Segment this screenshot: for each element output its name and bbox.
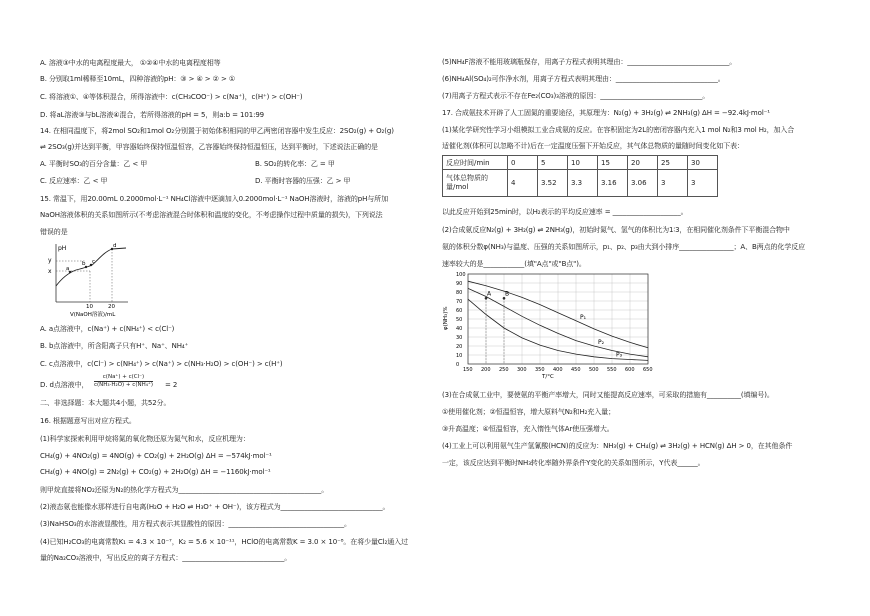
nh3-xtick-label: 200 [481, 367, 491, 373]
nh3-ytick-label: 0 [456, 362, 460, 368]
q17-4-line1: (4)工业上可以利用氨气生产氢氰酸(HCN)的反应为：NH₃(g) + CH₄(g) ⇌ 3H₂(g) + HCN(g) ΔH > 0，在其他条件 [442, 442, 793, 450]
nh3-ytick-label: 80 [456, 290, 463, 296]
q14-option-d: D. 平衡时容器的压强：乙 > 甲 [255, 177, 351, 185]
table-cell: 0 [508, 156, 538, 170]
q16-1-answer: 则甲烷直接将NO₂还原为N₂的热化学方程式为__________________________________________。 [40, 486, 329, 494]
table-cell: 3 [688, 170, 718, 197]
q13-option-a: A. 溶液③中水的电离程度最大， ①②④中水的电离程度相等 [40, 59, 221, 67]
q16-6: (6)NH₄Al(SO₄)₂可作净水剂，用离子方程式表明其理由：______________________________。 [442, 75, 725, 83]
table-cell: 3.52 [538, 170, 568, 197]
q16-7: (7)用离子方程式表示不存在Fe₂(CO₃)₃溶液的原因：______________________________。 [442, 92, 710, 100]
nh3-xtick-label: 350 [535, 367, 545, 373]
q16-1-eq1: CH₄(g) + 4NO₂(g) = 4NO(g) + CO₂(g) + 2H₂O(g) ΔH = −574kJ·mol⁻¹ [40, 452, 272, 460]
nh3-chart-ylabel: φ(NH₃)% [443, 306, 449, 330]
table-cell: 25 [658, 156, 688, 170]
q17-stem: 17. 合成氨技术开辟了人工固氮的重要途径，其原理为：N₂(g) + 3H₂(g) ⇌ 2NH₃(g) ΔH = −92.4kJ·mol⁻¹ [442, 109, 770, 117]
table-cell: 5 [538, 156, 568, 170]
fraction-denominator: c(NH₃·H₂O) + c(NH₄⁺) [94, 382, 153, 388]
q17-3-options-2: ③升高温度；④恒温恒容，充入惰性气体Ar使压强增大。 [442, 425, 614, 433]
q17-1-line1: (1)某化学研究性学习小组模拟工业合成氨的反应。在容积固定为2L的密闭容器内充入1 mol N₂和3 mol H₂，加入合 [442, 126, 795, 134]
nh3-ytick-label: 90 [456, 281, 463, 287]
q17-3-options-1: ①使用催化剂；②恒温恒容，增大原料气N₂和H₂充入量； [442, 408, 615, 416]
q17-2-line2: 氨的体积分数φ(NH₃)与温度、压强的关系如图所示，p₁、p₂、p₃由大到小排序________________；A、B两点的化学反应 [442, 243, 806, 251]
q13-option-d: D. 将aL溶液③与bL溶液④混合，若所得溶液的pH = 5，则a:b = 101:99 [40, 111, 265, 119]
ph-xtick-20: 20 [108, 304, 115, 310]
ph-chart-xlabel: V(NaOH溶液)/mL [70, 312, 116, 318]
q17-data-table [442, 155, 718, 197]
table-cell: 20 [628, 156, 658, 170]
q17-1-line2: 适催化剂(体积可以忽略不计)后在一定温度压强下开始反应，其气体总物质的量随时间变化如下表： [442, 142, 744, 150]
q17-2-line3: 速率较大的是____________(填"A点"或"B点")。 [442, 260, 586, 268]
nh3-ytick-label: 10 [456, 353, 463, 359]
table-cell: 3.3 [568, 170, 598, 197]
nh3-axes [456, 272, 653, 373]
nh3-xtick-label: 450 [571, 367, 581, 373]
nh3-series-label: P₃ [616, 351, 623, 359]
nh3-ytick-label: 20 [456, 344, 463, 350]
table-cell: 30 [688, 156, 718, 170]
ph-chart-ylabel: pH [58, 245, 67, 252]
q16-1-stem: (1)科学家探索利用甲烷将氮的氧化物还原为氮气和水，反应机理为： [40, 435, 250, 443]
q16-3: (3)NaHSO₃的水溶液显酸性，用方程式表示其显酸性的原因：__________________________________。 [40, 520, 351, 528]
q16-1-eq2: CH₄(g) + 4NO(g) = 2N₂(g) + CO₂(g) + 2H₂O(g) ΔH = −1160kJ·mol⁻¹ [40, 468, 271, 476]
table-cell: 3.16 [598, 170, 628, 197]
nh3-xtick-label: 250 [499, 367, 509, 373]
nh3-xtick-label: 150 [463, 367, 473, 373]
ph-label-c: c [92, 259, 96, 265]
q14-stem-2: ⇌ 2SO₃(g)并达到平衡，甲容器始终保持恒温恒容，乙容器始终保持恒温恒压，达到平衡时，下述说法正确的是 [40, 143, 378, 151]
nh3-xtick-label: 600 [625, 367, 635, 373]
nh3-xtick-label: 500 [589, 367, 599, 373]
fraction-numerator: c(Na⁺) + c(Cl⁻) [94, 374, 153, 382]
table-cell: 15 [598, 156, 628, 170]
table-header-time: 反应时间/min [443, 156, 508, 170]
q15-fraction [94, 374, 153, 389]
q15-option-d: D. d点溶液中， [40, 381, 89, 389]
table-cell: 4 [508, 170, 538, 197]
nh3-temperature-chart [442, 270, 662, 380]
q13-option-c: C. 将溶液①、④等体积混合，所得溶液中：c(CH₃COO⁻) > c(Na⁺)，c(H⁺) > c(OH⁻) [40, 93, 303, 101]
nh3-chart-xlabel: T/°C [542, 374, 554, 380]
q16-4-line1: (4)已知H₂CO₃的电离常数K₁ = 4.3 × 10⁻⁷，K₂ = 5.6 × 10⁻¹¹，HClO的电离常数K = 3.0 × 10⁻⁸。在将少量Cl₂通入过 [40, 538, 408, 546]
q17-2-line1: (2)合成氨反应N₂(g) + 3H₂(g) ⇌ 2NH₃(g)，初始时氮气、氢气的体积比为1∶3，在相同催化剂条件下平衡混合物中 [442, 226, 790, 234]
q16-stem: 16. 根据题意写出对应方程式。 [40, 417, 136, 425]
table-cell: 10 [568, 156, 598, 170]
nh3-point-label: B [505, 290, 510, 298]
nh3-ytick-label: 60 [456, 308, 463, 314]
q16-2: (2)液态氨也能像水那样进行自电离(H₂O + H₂O ⇌ H₃O⁺ + OH⁻)，该方程式为______________________________。 [40, 503, 390, 511]
nh3-xtick-label: 400 [553, 367, 563, 373]
nh3-xtick-label: 300 [517, 367, 527, 373]
table-row-moles [443, 170, 718, 197]
ph-label-b: b [82, 261, 86, 267]
q15-option-b: B. b点溶液中，所含阳离子只有H⁺、Na⁺、NH₄⁺ [40, 342, 189, 350]
q15-option-c: C. c点溶液中，c(Cl⁻) > c(NH₄⁺) > c(Na⁺) > c(NH₃·H₂O) > c(OH⁻) > c(H⁺) [40, 360, 283, 368]
ph-label-d: d [113, 243, 117, 249]
q17-3-stem: (3)在合成氨工业中，要使氨的平衡产率增大，同时又能提高反应速率，可采取的措施有__________(填编号)。 [442, 391, 774, 399]
q17-1-question: 以此反应开始到25min时，以H₂表示的平均反应速率 = ____________________。 [442, 208, 688, 216]
q15-stem-2: NaOH溶液体积的关系如图所示(不考虑溶液混合时体积和温度的变化，不考虑操作过程中质量的损失)，下列说法 [40, 211, 383, 219]
q14-option-a: A. 平衡时SO₃的百分含量：乙 < 甲 [40, 160, 148, 168]
nh3-series-label: P₁ [580, 313, 587, 321]
ph-chart-ytick-x: x [48, 268, 52, 275]
q15-option-a: A. a点溶液中，c(Na⁺) + c(NH₄⁺) < c(Cl⁻) [40, 325, 175, 333]
nh3-point-label: A [487, 290, 492, 298]
nh3-ytick-label: 100 [456, 272, 466, 278]
table-cell: 3 [658, 170, 688, 197]
ph-xtick-10: 10 [86, 304, 93, 310]
ph-label-a: a [66, 266, 70, 272]
section-2-heading: 二、非选择题：本大题共4小题，共52分。 [40, 399, 171, 407]
q15-stem-3: 错误的是 [40, 228, 68, 236]
q14-option-c: C. 反应速率：乙 < 甲 [40, 177, 108, 185]
ph-chart-ytick-y: y [48, 257, 52, 264]
fraction-tail: = 2 [165, 381, 178, 389]
nh3-xtick-label: 650 [643, 367, 653, 373]
nh3-xtick-label: 550 [607, 367, 617, 373]
table-cell: 3.06 [628, 170, 658, 197]
table-row-time [443, 156, 718, 170]
nh3-ytick-label: 40 [456, 326, 463, 332]
nh3-ytick-label: 50 [456, 317, 463, 323]
nh3-series-label: P₂ [598, 339, 605, 346]
q14-option-b: B. SO₂的转化率：乙 = 甲 [255, 160, 335, 168]
ph-titration-chart [40, 240, 135, 320]
q13-option-b: B. 分别取1ml稀释至10mL，四种溶液的pH：③ > ④ > ② > ① [40, 75, 236, 83]
q16-5: (5)NH₄F溶液不能用玻璃瓶保存，用离子方程式表明其理由：______________________________。 [442, 58, 737, 66]
table-header-moles: 气体总物质的量/mol [443, 170, 508, 197]
q17-4-line2: 一定，该反应达到平衡时NH₃转化率随外界条件Y变化的关系如图所示，Y代表______。 [442, 459, 705, 467]
nh3-ytick-label: 70 [456, 299, 463, 305]
q14-stem-1: 14. 在相同温度下，将2mol SO₂和1mol O₂分别置于初始体积相同的甲乙两密闭容器中发生反应：2SO₂(g) + O₂(g) [40, 127, 394, 135]
q15-stem-1: 15. 常温下，用20.00mL 0.2000mol·L⁻¹ NH₄Cl溶液中逐滴加入0.2000mol·L⁻¹ NaOH溶液时，溶液的pH与所加 [40, 195, 388, 203]
nh3-ytick-label: 30 [456, 335, 463, 341]
q16-4-line2: 量的Na₂CO₃溶液中，写出反应的离子方程式：______________________________。 [40, 554, 292, 562]
